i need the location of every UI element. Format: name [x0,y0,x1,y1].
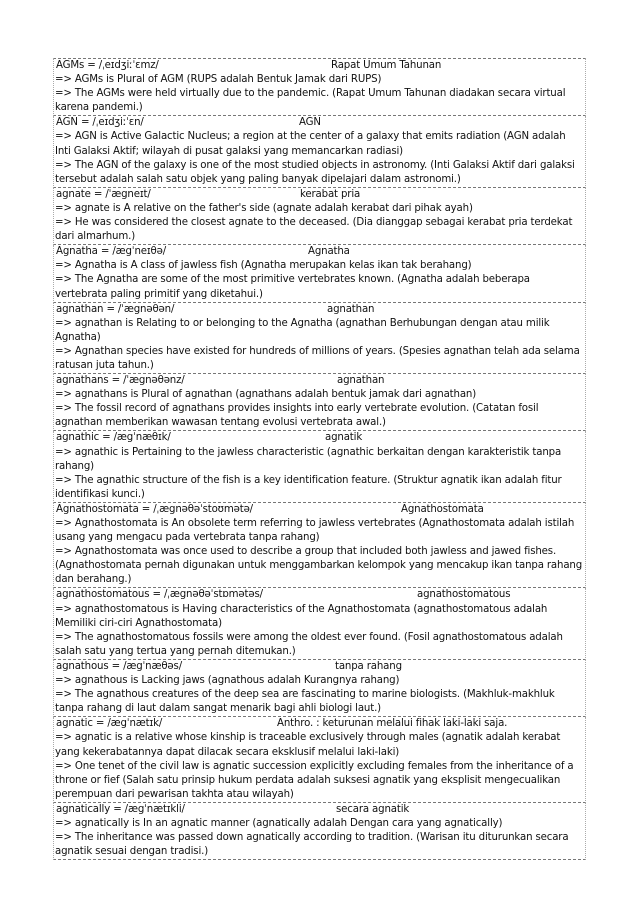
dictionary-entry [53,303,586,374]
entry-example: => The fossil record of agnathans provides insights into early vertebrate evolution. (Catatan fosil agnathan memberikan wawasan tentang evolusi vertebrata awal.) [55,403,539,429]
entry-headline [55,803,584,817]
dictionary-entry [53,803,586,860]
entry-translation: secara agnatik [336,803,410,815]
entry-headword: agnathostomatous = /ˌægnəθəˈstɒmətəs/ [56,589,263,601]
entry-definition: => Agnathostomata is An obsolete term referring to jawless vertebrates (Agnathostomata adalah istilah usang yang mengacu pada vertebrata tanpa rahang) [55,518,575,544]
entry-headword: agnatic = /ægˈnætɪk/ [56,718,163,730]
dictionary-entry [53,431,586,502]
dictionary-entry [53,116,586,187]
entry-headline [55,503,584,517]
entry-definition: => agnatically is In an agnatic manner (agnatically adalah Dengan cara yang agnatically) [55,817,503,829]
entry-example: => The agnathous creatures of the deep sea are fascinating to marine biologists. (Makhluk-makhluk tanpa rahang di laut dalam sangat menarik bagi ahli biologi laut.) [55,689,555,715]
entry-headword: agnathans = /ˈægnəθənz/ [56,375,185,387]
entry-translation: agnatik [325,432,363,444]
entry-translation: agnathan [327,303,375,315]
dictionary-document [53,58,586,860]
entry-headline [55,717,584,731]
entry-translation: AGN [299,117,321,129]
entry-headword: agnathic = /ægˈnæθɪk/ [56,432,171,444]
entry-definition: => agnathostomatous is Having characteristics of the Agnathostomata (agnathostomatous adalah Memiliki ciri-ciri Agnathostomata) [55,603,548,629]
entry-example: => He was considered the closest agnate to the deceased. (Dia dianggap sebagai kerabat pria terdekat dari almarhum.) [55,217,573,243]
entry-headword: agnatically = /ægˈnætɪkli/ [56,803,185,815]
entry-headword: Agnatha = /ægˈneɪθə/ [56,246,166,258]
entry-example: => The agnathic structure of the fish is a key identification feature. (Struktur agnatik ikan adalah fitur identifikasi kunci.) [55,474,562,500]
dictionary-entry [53,374,586,431]
entry-translation: Agnatha [308,246,350,258]
entry-headline [55,431,584,445]
entry-headword: AGN = /ˌeɪdʒiːˈɛn/ [56,117,144,129]
entry-definition: => agnatic is a relative whose kinship is traceable exclusively through males (agnatik adalah kerabat yang kekerabatannya dapat dilacak secara eksklusif melalui laki-laki) [55,732,561,758]
entry-definition: => AGMs is Plural of AGM (RUPS adalah Bentuk Jamak dari RUPS) [55,74,382,86]
entry-translation: agnathostomatous [417,589,511,601]
dictionary-entry [53,188,586,245]
entry-definition: => agnathan is Relating to or belonging to the Agnatha (agnathan Berhubungan dengan atau milik Agnatha) [55,317,550,343]
entry-definition: => agnate is A relative on the father's side (agnate adalah kerabat dari pihak ayah) [55,202,473,214]
entry-headline [55,116,584,130]
entry-definition: => AGN is Active Galactic Nucleus; a region at the center of a galaxy that emits radiation (AGN adalah Inti Galaksi Aktif; wilayah di pusat galaksi yang memancarkan radiasi) [55,131,566,157]
entry-translation: Rapat Umum Tahunan [331,60,442,71]
entry-definition: => agnathous is Lacking jaws (agnathous adalah Kurangnya rahang) [55,675,400,687]
dictionary-entry [53,717,586,803]
entry-translation: tanpa rahang [335,660,402,672]
entry-translation: kerabat pria [300,188,361,200]
entry-headline [55,374,584,388]
entry-example: => The AGMs were held virtually due to the pandemic. (Rapat Umum Tahunan diadakan secara virtual karena pandemi.) [55,88,566,114]
entry-headline [55,660,584,674]
entry-translation: agnathan [337,375,385,387]
entry-headword: agnathan = /ˈægnəθən/ [56,303,175,315]
entry-headword: agnathous = /ægˈnæθəs/ [56,660,182,672]
entry-headword: AGMs = /ˌeɪdʒiːˈɛmz/ [56,60,159,71]
entry-definition: => Agnatha is A class of jawless fish (Agnatha merupakan kelas ikan tak berahang) [55,260,472,272]
entry-definition: => agnathans is Plural of agnathan (agnathans adalah bentuk jamak dari agnathan) [55,389,477,401]
entry-translation: Anthro. : keturunan melalui fihak laki-laki saja. [277,718,508,730]
entry-example: => One tenet of the civil law is agnatic succession explicitly excluding females from the inheritance of a throne or fief (Salah satu prinsip hukum perdata adalah suksesi agnatik yang eksplisit mengecualikan perempuan dari pewarisan takhta atau wilayah) [55,760,574,800]
dictionary-entry [53,660,586,717]
entry-headword: Agnathostomata = /ˌægnəθəˈstoʊmətə/ [56,503,253,515]
dictionary-entry [53,58,586,116]
entry-translation: Agnathostomata [401,503,484,515]
entry-headline [55,245,584,259]
entry-headline [55,303,584,317]
entry-example: => The agnathostomatous fossils were among the oldest ever found. (Fosil agnathostomatous adalah salah satu yang tertua yang pernah ditemukan.) [55,631,563,657]
entry-headline [55,188,584,202]
entry-example: => The AGN of the galaxy is one of the most studied objects in astronomy. (Inti Galaksi Aktif dari galaksi tersebut adalah salah satu objek yang paling banyak dipelajari dalam astronomi.) [55,159,575,185]
dictionary-entry [53,588,586,659]
entry-example: => The Agnatha are some of the most primitive vertebrates known. (Agnatha adalah beberapa vertebrata paling primitif yang diketahui.) [55,274,530,300]
dictionary-entry [53,245,586,302]
entry-example: => Agnathostomata was once used to describe a group that included both jawless and jawed fishes. (Agnathostomata pernah digunakan untuk menggambarkan kelompok yang mencakup ikan tanpa rahang dan berahang.) [55,546,583,586]
entry-headline [55,588,584,602]
entry-example: => The inheritance was passed down agnatically according to tradition. (Warisan itu diturunkan secara agnatik sesuai dengan tradisi.) [55,832,569,858]
entry-headword: agnate = /ˈægneɪt/ [56,188,151,200]
entry-headline [55,59,584,73]
dictionary-entry [53,503,586,589]
entry-example: => Agnathan species have existed for hundreds of millions of years. (Spesies agnathan telah ada selama ratusan juta tahun.) [55,345,580,371]
entry-definition: => agnathic is Pertaining to the jawless characteristic (agnathic berkaitan dengan karakteristik tanpa rahang) [55,446,562,472]
